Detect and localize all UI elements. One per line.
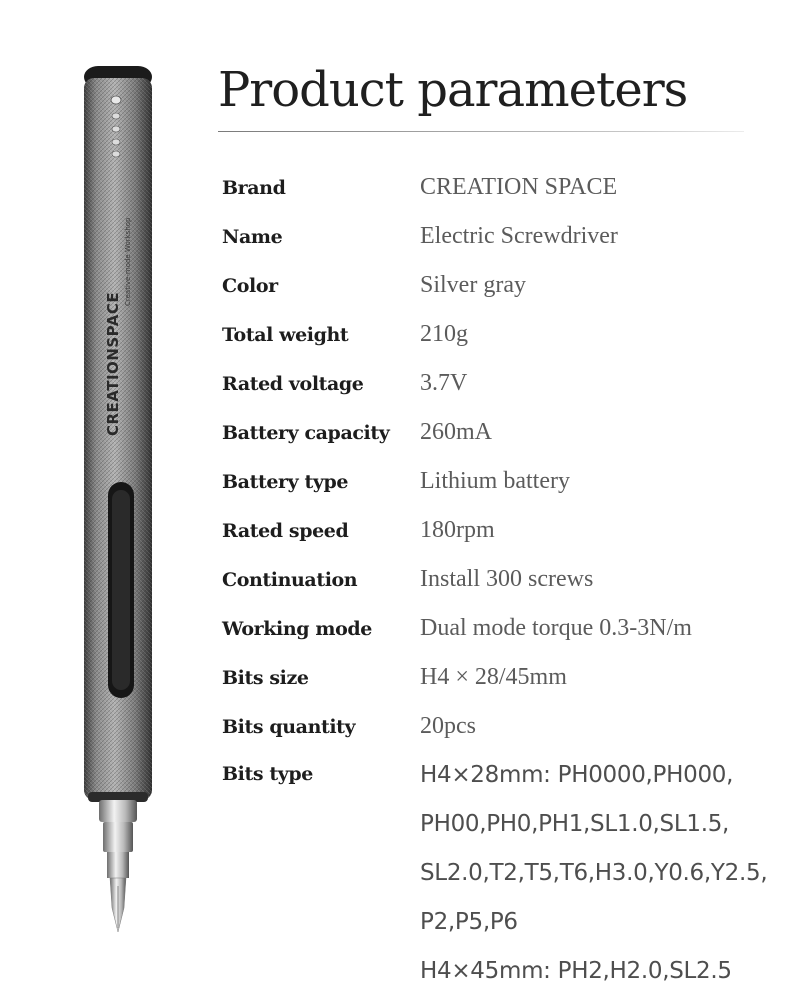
spec-label: Brand [222, 176, 286, 199]
spec-row-bits-size [222, 653, 792, 702]
spec-row-bits-type [222, 751, 792, 996]
spec-value: CREATION SPACE [420, 174, 618, 200]
spec-label: Battery type [222, 470, 349, 493]
spec-value: 20pcs [420, 713, 476, 739]
bits-type-line: PH00,PH0,PH1,SL1.0,SL1.5, [420, 811, 730, 837]
page-title: Product parameters [218, 62, 688, 118]
spec-label: Working mode [222, 617, 372, 640]
spec-value: 210g [420, 321, 468, 347]
screwdriver-image [70, 66, 170, 946]
spec-label: Bits size [222, 666, 309, 689]
spec-label: Bits quantity [222, 715, 356, 738]
spec-row-brand [222, 163, 792, 212]
title-divider [218, 131, 744, 132]
brand-mark: CREATIONSPACE [104, 291, 122, 436]
bits-type-line: H4×45mm: PH2,H2.0,SL2.5 [420, 958, 732, 984]
spec-row-color [222, 261, 792, 310]
bits-type-line: H4×28mm: PH0000,PH000, [420, 762, 734, 788]
spec-value: 260mA [420, 419, 492, 445]
spec-label: Bits type [222, 763, 313, 785]
spec-value: 180rpm [420, 517, 495, 543]
bits-type-list [420, 751, 767, 996]
spec-value: 3.7V [420, 370, 468, 396]
spec-label: Color [222, 274, 278, 297]
spec-value: H4 × 28/45mm [420, 664, 567, 690]
spec-value: Lithium battery [420, 468, 570, 494]
spec-label: Total weight [222, 323, 349, 346]
spec-row-working-mode [222, 604, 792, 653]
spec-row-total-weight [222, 310, 792, 359]
spec-row-rated-speed [222, 506, 792, 555]
spec-row-rated-voltage [222, 359, 792, 408]
sub-mark: Creative-mode Workshop [124, 217, 132, 306]
spec-row-battery-type [222, 457, 792, 506]
spec-row-name [222, 212, 792, 261]
spec-label: Continuation [222, 568, 358, 591]
spec-value: Dual mode torque 0.3-3N/m [420, 615, 692, 641]
bits-type-line: P2,P5,P6 [420, 909, 518, 935]
spec-table [222, 163, 792, 996]
spec-value: Electric Screwdriver [420, 223, 618, 249]
spec-row-bits-quantity [222, 702, 792, 751]
spec-row-continuation [222, 555, 792, 604]
spec-label: Rated speed [222, 519, 349, 542]
spec-label: Name [222, 225, 283, 248]
spec-value: Silver gray [420, 272, 526, 298]
spec-row-battery-capacity [222, 408, 792, 457]
spec-label: Battery capacity [222, 421, 390, 444]
spec-value: Install 300 screws [420, 566, 594, 592]
spec-label: Rated voltage [222, 372, 364, 395]
bits-type-line: SL2.0,T2,T5,T6,H3.0,Y0.6,Y2.5, [420, 860, 768, 886]
